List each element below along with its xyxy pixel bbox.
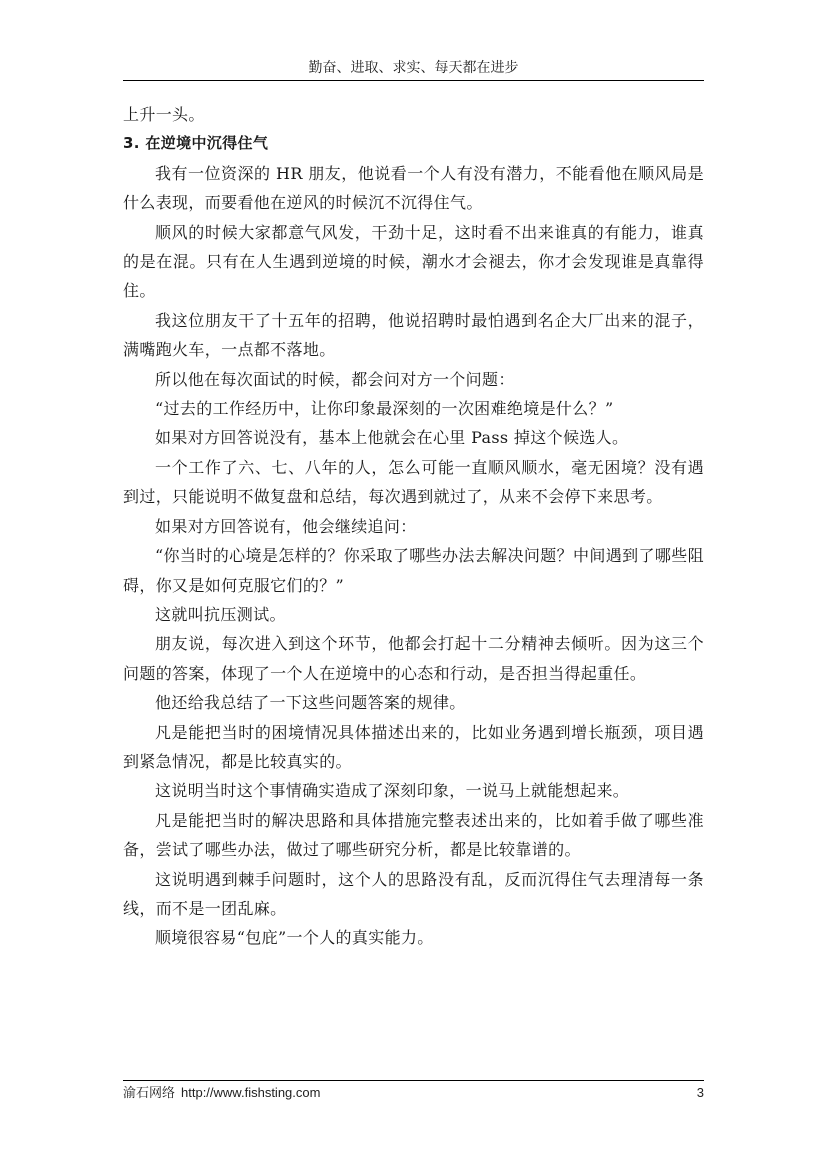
paragraph: 这就叫抗压测试。 xyxy=(155,604,286,624)
paragraph: 一个工作了六、七、八年的人，怎么可能一直顺风顺水，毫无困境？没有遇到过，只能说明不做复盘和总结，每次遇到就过了，从来不会停下来思考。 xyxy=(123,457,704,507)
paragraph: 如果对方回答说没有，基本上他就会在心里 Pass 掉这个候选人。 xyxy=(155,428,629,448)
paragraph: 凡是能把当时的解决思路和具体措施完整表述出来的，比如着手做了哪些准备，尝试了哪些办法，做过了哪些研究分析，都是比较靠谱的。 xyxy=(123,810,704,860)
paragraph: 朋友说，每次进入到这个环节，他都会打起十二分精神去倾听。因为这三个问题的答案，体现了一个人在逆境中的心态和行动，是否担当得起重任。 xyxy=(123,634,704,683)
footer-source xyxy=(123,1083,320,1104)
paragraph: 我有一位资深的 HR 朋友，他说看一个人有没有潜力，不能看他在顺风局是什么表现，而要看他在逆风的时候沉不沉得住气。 xyxy=(123,163,704,213)
quote-paragraph: “你当时的心境是怎样的？你采取了哪些办法去解决问题？中间遇到了哪些阻碍，你又是如何克服它们的？” xyxy=(123,546,704,595)
footer-company: 渝石网络 xyxy=(123,1086,176,1101)
header-divider xyxy=(123,80,704,81)
paragraph: 这说明遇到棘手问题时，这个人的思路没有乱，反而沉得住气去理清每一条线，而不是一团乱麻。 xyxy=(123,869,704,918)
paragraph: 凡是能把当时的困境情况具体描述出来的，比如业务遇到增长瓶颈，项目遇到紧急情况，都是比较真实的。 xyxy=(123,722,704,771)
paragraph: 上升一头。 xyxy=(123,105,205,124)
quote-paragraph: “过去的工作经历中，让你印象最深刻的一次困难绝境是什么？” xyxy=(155,399,614,419)
paragraph: 他还给我总结了一下这些问题答案的规律。 xyxy=(155,693,466,713)
footer-url: http://www.fishsting.com xyxy=(181,1085,321,1100)
footer-divider xyxy=(123,1080,704,1081)
paragraph: 顺境很容易“包庇”一个人的真实能力。 xyxy=(155,928,434,948)
paragraph: 如果对方回答说有，他会继续追问： xyxy=(155,516,417,536)
paragraph: 顺风的时候大家都意气风发，干劲十足，这时看不出来谁真的有能力，谁真的是在混。只有在人生遇到逆境的时候，潮水才会褪去，你才会发现谁是真靠得住。 xyxy=(123,222,704,301)
document-body xyxy=(123,100,704,953)
page-number: 3 xyxy=(696,1085,704,1100)
paragraph: 我这位朋友干了十五年的招聘，他说招聘时最怕遇到名企大厂出来的混子，满嘴跑火车，一点都不落地。 xyxy=(123,310,704,360)
paragraph: 所以他在每次面试的时候，都会问对方一个问题： xyxy=(155,369,515,389)
paragraph: 这说明当时这个事情确实造成了深刻印象，一说马上就能想起来。 xyxy=(155,781,630,801)
page-header xyxy=(123,58,704,78)
section-heading: 3. 在逆境中沉得住气 xyxy=(123,134,269,153)
header-title: 勤奋、进取、求实、每天都在进步 xyxy=(308,60,519,76)
